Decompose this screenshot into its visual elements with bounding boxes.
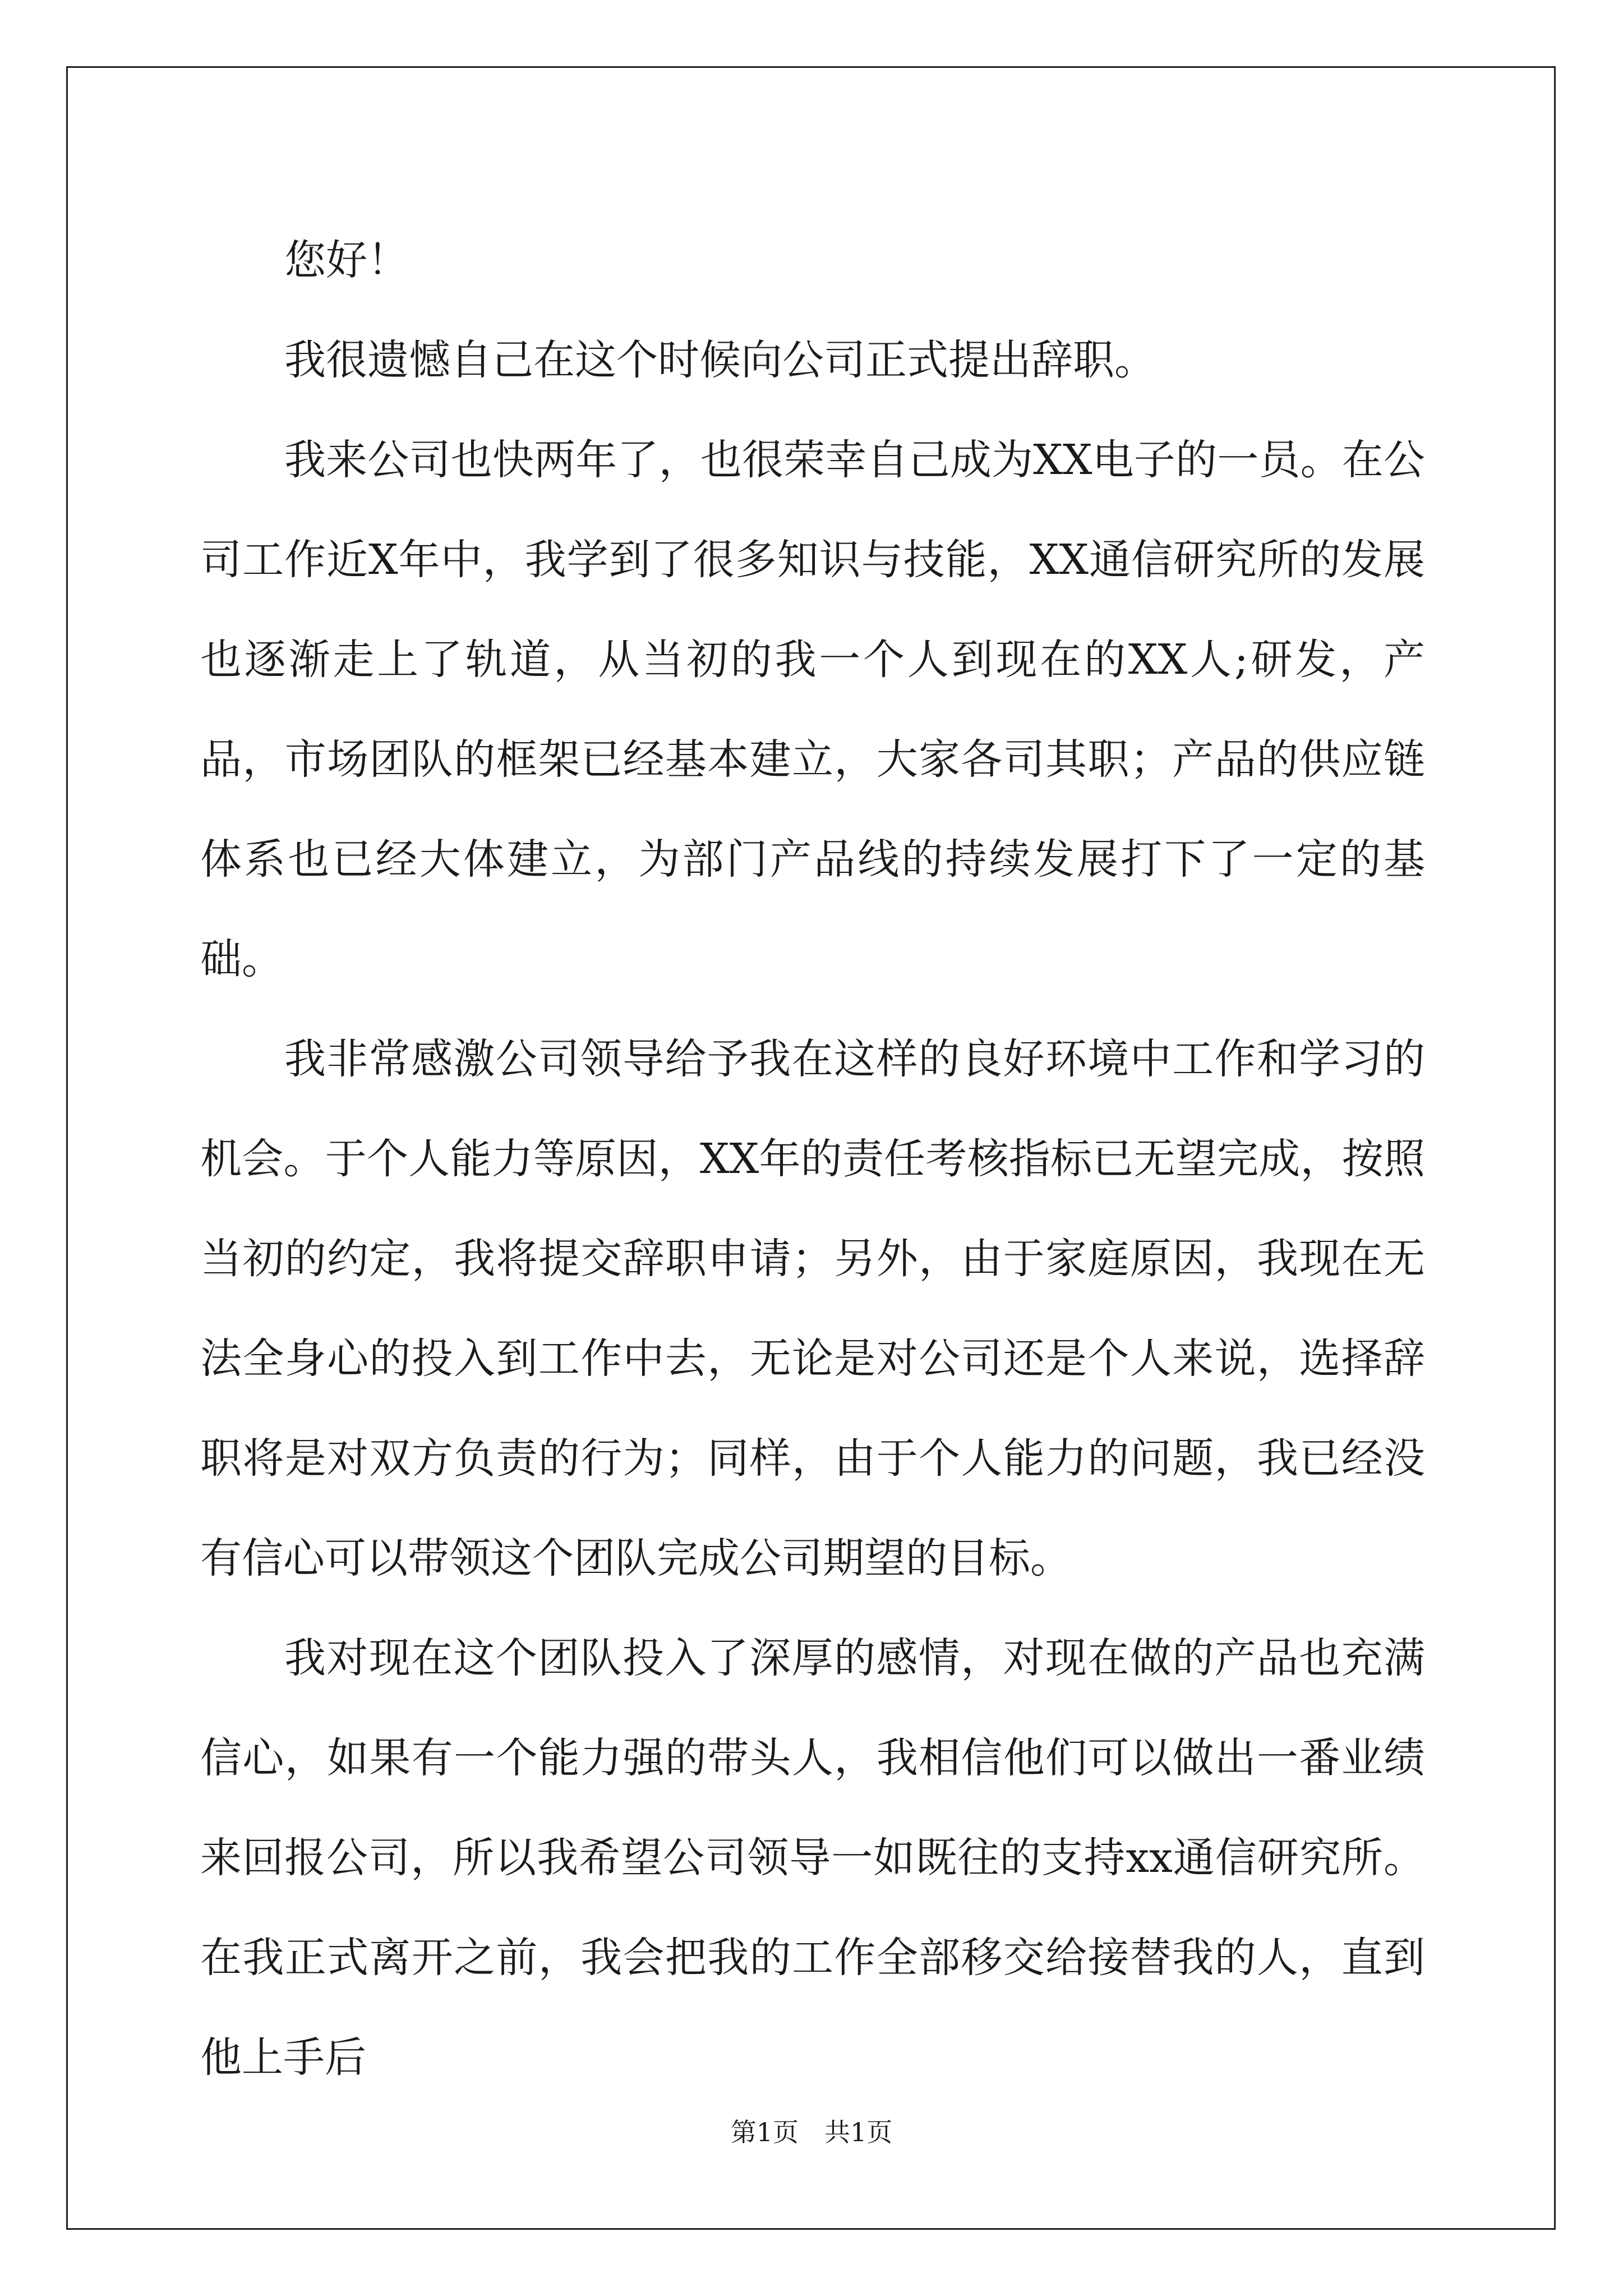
paragraph: 我很遗憾自己在这个时候向公司正式提出辞职。: [284, 336, 1156, 384]
page-footer: [0, 2112, 1623, 2149]
page-number: 第1页 共1页: [730, 2117, 893, 2147]
greeting: 您好！: [284, 236, 409, 284]
letter-body: [200, 210, 1425, 2108]
paragraph: 我非常感激公司领导给予我在这样的良好环境中工作和学习的机会。于个人能力等原因，XX年的责任考核指标已无望完成，按照当初的约定，我将提交辞职申请；另外，由于家庭原因，我现在无法全身心的投入到工作中去，无论是对公司还是个人来说，选择辞职将是对双方负责的行为；同样，由于个人能力的问题，我已经没有信心可以带领这个团队完成公司期望的目标。: [200, 1035, 1425, 1582]
paragraph: 我来公司也快两年了，也很荣幸自己成为XX电子的一员。在公司工作近X年中，我学到了很多知识与技能，XX通信研究所的发展也逐渐走上了轨道，从当初的我一个人到现在的XX人;研发，产品，市场团队的框架已经基本建立，大家各司其职；产品的供应链体系也已经大体建立，为部门产品线的持续发展打下了一定的基础。: [200, 436, 1425, 983]
paragraph: 我对现在这个团队投入了深厚的感情，对现在做的产品也充满信心，如果有一个能力强的带头人，我相信他们可以做出一番业绩来回报公司，所以我希望公司领导一如既往的支持xx通信研究所。在我正式离开之前，我会把我的工作全部移交给接替我的人，直到他上手后: [200, 1634, 1425, 2082]
